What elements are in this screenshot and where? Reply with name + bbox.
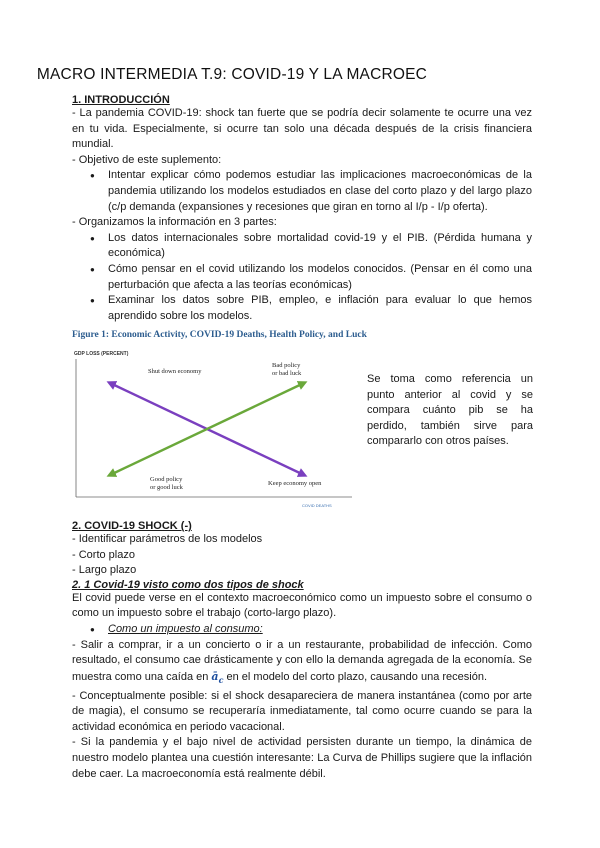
annotation-good-luck: or good luck [150, 484, 183, 491]
list-line: - Identificar parámetros de los modelos [72, 533, 263, 545]
intro-paragraph: - La pandemia COVID-19: shock tan fuerte que se podría decir solamente te ocurre una vez en tu vida. Especialmente, si ocurre tan solo una década después de la crisis financiera mundial. [72, 107, 532, 151]
list-item [72, 622, 532, 638]
annotation-bad-luck: or bad luck [272, 370, 302, 377]
parts-list [72, 231, 532, 325]
series-layer [110, 383, 304, 475]
list-item: ● Examinar los datos sobre PIB, empleo, e inflación para evaluar lo que hemos aprendido sobre los modelos. [72, 293, 532, 324]
objective-label: - Objetivo de este suplemento: [72, 153, 222, 166]
figure-title: Figure 1: Economic Activity, COVID-19 Deaths, Health Policy, and Luck [72, 330, 367, 340]
x-axis-label: COVID DEATHS [302, 503, 332, 508]
list-item: ● Cómo pensar en el covid utilizando los modelos conocidos. (Pensar en él como una perturbación que afecta a las teorías económicas) [72, 262, 532, 293]
annotation-shut-down: Shut down economy [148, 368, 202, 375]
section-covid-shock [72, 520, 532, 782]
organization-label: - Organizamos la información en 3 partes: [72, 216, 277, 229]
ac-subscript: c [218, 674, 224, 685]
paragraph [72, 638, 532, 689]
annotation-keep-open: Keep economy open [268, 480, 322, 487]
list-item: ● Intentar explicar cómo podemos estudiar las implicaciones macroeconómicas de la pandemia utilizando los modelos estudiados en clase del corto plazo y del largo plazo (c/p demanda (expansiones y recesiones que giran en torno al I/p - I/p oferta). [72, 168, 532, 215]
paragraph: - Conceptualmente posible: si el shock desapareciera de manera instantánea (como por arte de magia), el consumo se recuperaría inmediatamente, tal como ocurre cuando se para la actividad económica en periodo vacacional. [72, 689, 532, 733]
ac-symbol [211, 670, 223, 683]
text-span: en el modelo del corto plazo, causando una recesión. [226, 670, 488, 683]
y-axis-label: GDP LOSS (PERCENT) [74, 351, 129, 357]
subsection-heading: 2. 1 Covid-19 visto como dos tipos de shock [72, 578, 304, 591]
page-title: MACRO INTERMEDIA T.9: COVID-19 Y LA MACROEC [36, 66, 428, 83]
list-item: ● Los datos internacionales sobre mortalidad covid-19 y el PIB. (Pérdida humana y económica) [72, 231, 532, 262]
ac-letter: ā [211, 669, 219, 683]
section-heading-covid-shock: 2. COVID-19 SHOCK (-) [72, 520, 192, 532]
text-span: - Salir a comprar, ir a un concierto o ir a un restaurante, probabilidad de infección. Como resultado, el consumo cae drásticamente y con ello la demanda agregada de la economía. Se muestra como una caída en [72, 638, 532, 683]
list-line: - Corto plazo [72, 548, 135, 561]
figure-description: Se toma como referencia un punto anterior al covid y se compara cuánto pib se ha perdido, también sirve para compararlo con otros países. [367, 373, 533, 448]
list-line: - Largo plazo [72, 564, 137, 577]
section-heading-introduction: 1. INTRODUCCIÓN [72, 94, 170, 106]
objective-list [72, 168, 532, 215]
consumption-tax-label: Como un impuesto al consumo: [108, 622, 263, 635]
paragraph: El covid puede verse en el contexto macroeconómico como un impuesto sobre el consumo o como un impuesto sobre el trabajo (corto-largo plazo). [72, 591, 532, 620]
paragraph: - Si la pandemia y el bajo nivel de actividad persisten durante un tiempo, la dinámica de nuestro modelo plantea una cuestión interesante: La Curva de Phillips sugiere que la inflación debe caer. La macroeconomía está realmente débil. [72, 736, 532, 780]
chart-svg [72, 345, 357, 513]
figure-chart [72, 345, 357, 513]
section-introduction [72, 94, 532, 324]
annotation-good-policy: Good policy [150, 476, 183, 483]
annotation-bad-policy: Bad policy [272, 362, 301, 369]
tax-list [72, 622, 532, 638]
